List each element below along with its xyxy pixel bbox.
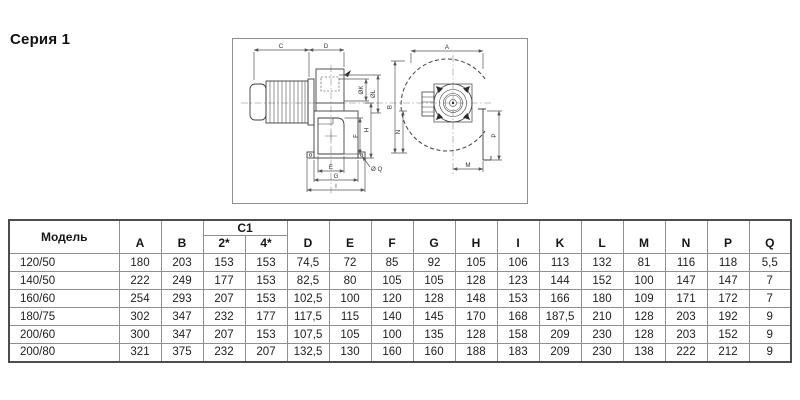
value-cell: 145 [413, 308, 455, 326]
value-cell: 203 [665, 326, 707, 344]
value-cell: 128 [623, 308, 665, 326]
value-cell: 160 [413, 344, 455, 362]
dim-label-f: F [352, 134, 360, 138]
side-view-casing [307, 69, 365, 158]
value-cell: 92 [413, 254, 455, 272]
value-cell: 222 [665, 344, 707, 362]
dim-label-h: H [363, 127, 371, 133]
value-cell: 140 [371, 308, 413, 326]
value-cell: 147 [707, 272, 749, 290]
table-row [9, 344, 791, 362]
value-cell: 302 [119, 308, 161, 326]
value-cell: 148 [455, 290, 497, 308]
value-cell: 232 [203, 344, 245, 362]
value-cell: 106 [497, 254, 539, 272]
value-cell: 293 [161, 290, 203, 308]
value-cell: 347 [161, 326, 203, 344]
value-cell: 117,5 [287, 308, 329, 326]
value-cell: 105 [413, 272, 455, 290]
value-cell: 120 [371, 290, 413, 308]
model-cell: 120/50 [9, 254, 119, 272]
value-cell: 152 [707, 326, 749, 344]
value-cell: 116 [665, 254, 707, 272]
value-cell: 100 [623, 272, 665, 290]
value-cell: 254 [119, 290, 161, 308]
value-cell: 222 [119, 272, 161, 290]
value-cell: 207 [203, 326, 245, 344]
value-cell: 138 [623, 344, 665, 362]
dimensions-table [8, 219, 792, 363]
dim-label-k: ØK [358, 85, 365, 95]
dim-label-g: G [333, 173, 339, 180]
model-cell: 200/60 [9, 326, 119, 344]
value-cell: 375 [161, 344, 203, 362]
column-header-b: B [161, 220, 203, 254]
value-cell: 152 [581, 272, 623, 290]
side-view-motor [250, 79, 314, 125]
table-row [9, 272, 791, 290]
value-cell: 128 [413, 290, 455, 308]
value-cell: 153 [245, 254, 287, 272]
column-header-g: G [413, 220, 455, 254]
model-cell: 180/75 [9, 308, 119, 326]
dim-label-l: ØL [370, 89, 377, 99]
column-header-q: Q [749, 220, 791, 254]
value-cell: 81 [623, 254, 665, 272]
table-row [9, 254, 791, 272]
column-header-i: I [497, 220, 539, 254]
column-header-p: P [707, 220, 749, 254]
dim-label-m: M [465, 162, 471, 169]
value-cell: 128 [455, 326, 497, 344]
value-cell: 105 [455, 254, 497, 272]
value-cell: 158 [497, 326, 539, 344]
value-cell: 300 [119, 326, 161, 344]
value-cell: 109 [623, 290, 665, 308]
value-cell: 130 [329, 344, 371, 362]
dim-label-d: D [323, 43, 329, 50]
value-cell: 7 [749, 272, 791, 290]
value-cell: 113 [539, 254, 581, 272]
value-cell: 147 [665, 272, 707, 290]
value-cell: 105 [371, 272, 413, 290]
column-header-c1_4: 4* [245, 236, 287, 254]
model-cell: 140/50 [9, 272, 119, 290]
value-cell: 100 [371, 326, 413, 344]
value-cell: 203 [665, 308, 707, 326]
value-cell: 230 [581, 326, 623, 344]
fan-dimension-diagram [233, 39, 527, 203]
model-cell: 200/80 [9, 344, 119, 362]
value-cell: 321 [119, 344, 161, 362]
model-cell: 160/60 [9, 290, 119, 308]
column-header-f: F [371, 220, 413, 254]
value-cell: 9 [749, 344, 791, 362]
dim-label-b: B [386, 104, 394, 110]
table-row [9, 308, 791, 326]
value-cell: 180 [581, 290, 623, 308]
column-header-k: K [539, 220, 581, 254]
table-row [9, 290, 791, 308]
value-cell: 177 [245, 308, 287, 326]
value-cell: 249 [161, 272, 203, 290]
value-cell: 177 [203, 272, 245, 290]
value-cell: 135 [413, 326, 455, 344]
value-cell: 74,5 [287, 254, 329, 272]
value-cell: 209 [539, 344, 581, 362]
value-cell: 160 [371, 344, 413, 362]
value-cell: 7 [749, 290, 791, 308]
value-cell: 153 [203, 254, 245, 272]
column-header-c1_2: 2* [203, 236, 245, 254]
column-header-c1: C1 [203, 220, 287, 236]
value-cell: 144 [539, 272, 581, 290]
dim-label-c: C [278, 43, 284, 50]
column-header-a: A [119, 220, 161, 254]
value-cell: 107,5 [287, 326, 329, 344]
value-cell: 100 [329, 290, 371, 308]
dim-label-n: N [395, 129, 402, 135]
technical-drawing [232, 38, 528, 204]
column-header-e: E [329, 220, 371, 254]
value-cell: 171 [665, 290, 707, 308]
value-cell: 168 [497, 308, 539, 326]
column-header-model: Модель [9, 220, 119, 254]
value-cell: 102,5 [287, 290, 329, 308]
value-cell: 210 [581, 308, 623, 326]
value-cell: 180 [119, 254, 161, 272]
front-view-scroll [401, 59, 491, 160]
value-cell: 105 [329, 326, 371, 344]
value-cell: 212 [707, 344, 749, 362]
value-cell: 72 [329, 254, 371, 272]
value-cell: 207 [245, 344, 287, 362]
value-cell: 80 [329, 272, 371, 290]
value-cell: 85 [371, 254, 413, 272]
value-cell: 192 [707, 308, 749, 326]
value-cell: 118 [707, 254, 749, 272]
value-cell: 153 [497, 290, 539, 308]
table-row [9, 326, 791, 344]
dim-label-q: Ø Q [371, 166, 383, 173]
value-cell: 128 [623, 326, 665, 344]
value-cell: 203 [161, 254, 203, 272]
value-cell: 132 [581, 254, 623, 272]
value-cell: 5,5 [749, 254, 791, 272]
value-cell: 153 [245, 290, 287, 308]
dimensions-table-wrapper [8, 219, 792, 363]
centerlines [241, 55, 491, 196]
value-cell: 166 [539, 290, 581, 308]
value-cell: 9 [749, 326, 791, 344]
value-cell: 153 [245, 272, 287, 290]
value-cell: 170 [455, 308, 497, 326]
dim-label-i: I [335, 183, 337, 190]
value-cell: 188 [455, 344, 497, 362]
column-header-h: H [455, 220, 497, 254]
value-cell: 82,5 [287, 272, 329, 290]
value-cell: 128 [455, 272, 497, 290]
page-title: Серия 1 [10, 31, 71, 48]
value-cell: 207 [203, 290, 245, 308]
column-header-d: D [287, 220, 329, 254]
column-header-n: N [665, 220, 707, 254]
value-cell: 183 [497, 344, 539, 362]
dim-label-p: P [491, 133, 498, 138]
value-cell: 347 [161, 308, 203, 326]
value-cell: 172 [707, 290, 749, 308]
rotation-arrow [344, 70, 351, 77]
value-cell: 232 [203, 308, 245, 326]
value-cell: 132,5 [287, 344, 329, 362]
dim-label-e: E [328, 164, 334, 171]
value-cell: 209 [539, 326, 581, 344]
column-header-m: M [623, 220, 665, 254]
value-cell: 115 [329, 308, 371, 326]
value-cell: 230 [581, 344, 623, 362]
column-header-l: L [581, 220, 623, 254]
value-cell: 9 [749, 308, 791, 326]
value-cell: 153 [245, 326, 287, 344]
value-cell: 187,5 [539, 308, 581, 326]
value-cell: 123 [497, 272, 539, 290]
dim-label-a: A [444, 44, 450, 51]
